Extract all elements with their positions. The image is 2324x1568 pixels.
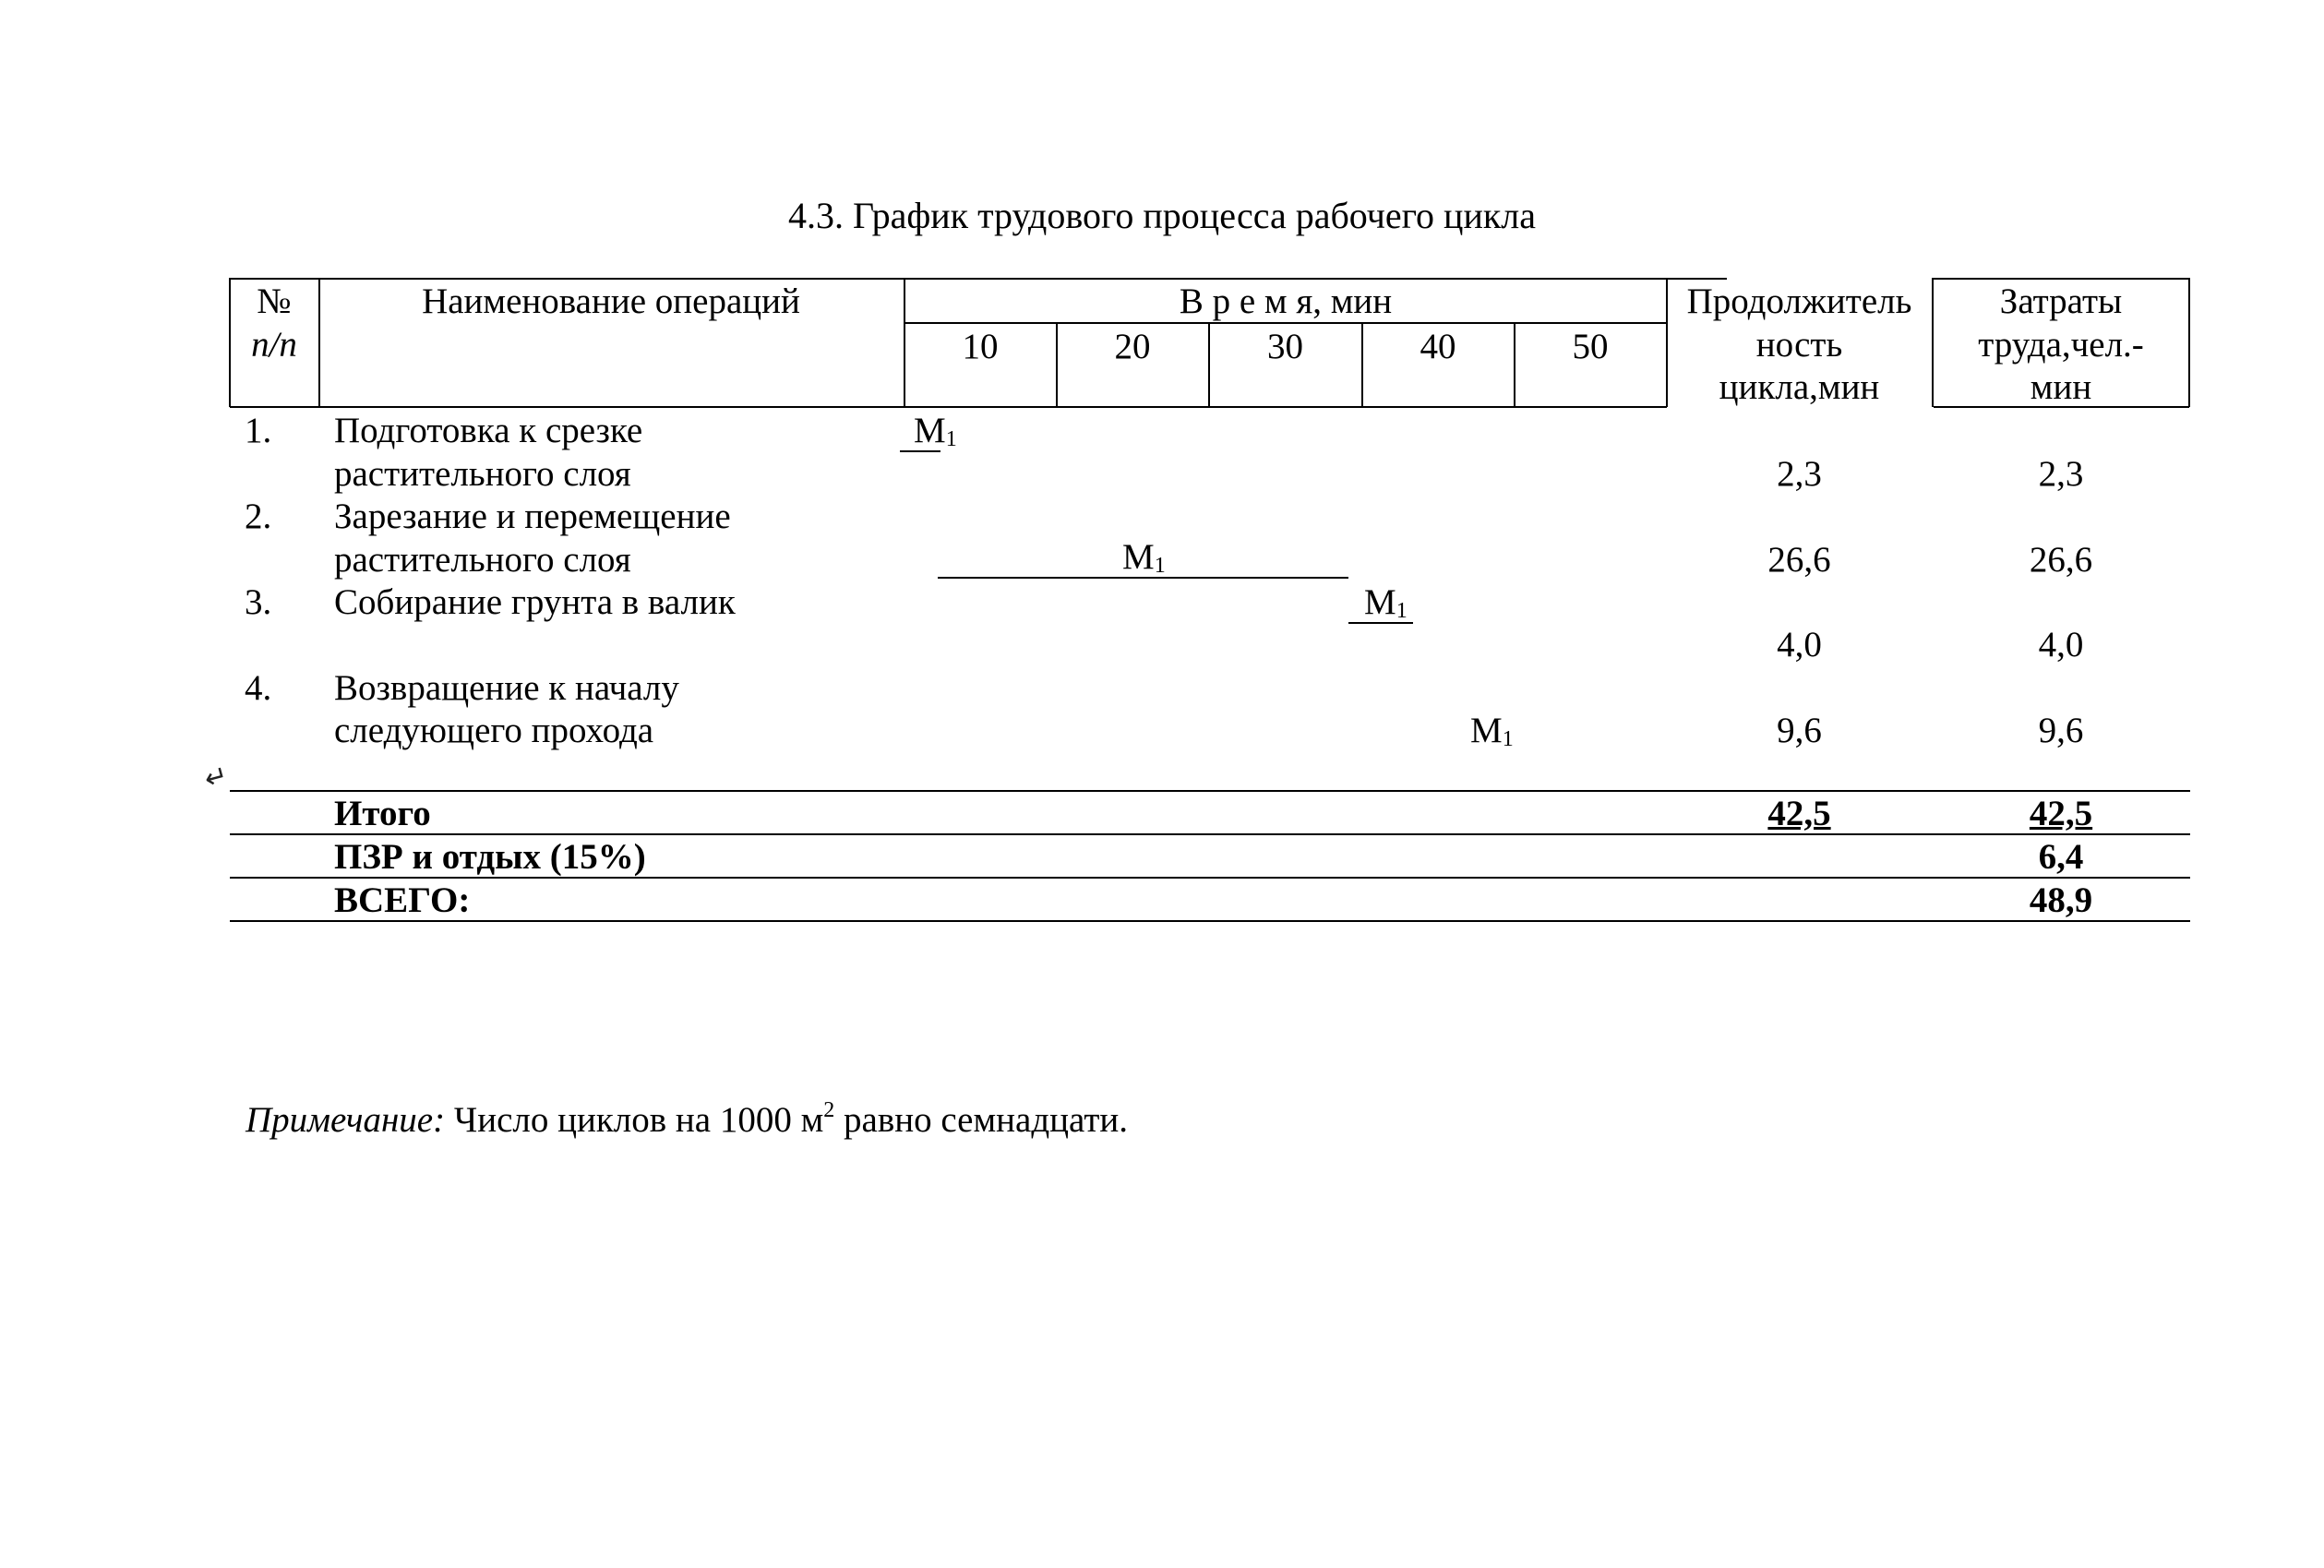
header-labor-line: Затраты (1999, 281, 2123, 321)
worker-label: $М_1$ (1122, 537, 1166, 578)
row-number: 1. (245, 411, 272, 450)
header-vline-labor-right (2188, 278, 2190, 407)
gantt-bar (1348, 622, 1413, 624)
operation-name-line: Зарезание и перемещение (334, 497, 731, 536)
header-duration-line: цикла,мин (1719, 367, 1880, 407)
footnote-superscript: 2 (823, 1098, 835, 1122)
header-number-abbrev: п/п (251, 325, 297, 365)
operation-name-line: Собирание грунта в валик (334, 582, 736, 622)
footnote-text-end: равно семнадцати. (834, 1100, 1129, 1140)
time-tick-label: 20 (1114, 327, 1151, 366)
operation-name-line: растительного слоя (334, 540, 631, 580)
header-time: В р е м я, мин (1179, 281, 1393, 321)
margin-handwritten-mark: ↵ (200, 759, 233, 796)
time-tick-label: 40 (1420, 327, 1456, 366)
time-tick-label: 10 (962, 327, 999, 366)
labor-value: 4,0 (2038, 625, 2084, 664)
row-number: 4. (245, 668, 272, 708)
duration-value: 4,0 (1777, 625, 1822, 664)
time-tick-label: 30 (1267, 327, 1303, 366)
duration-value: 26,6 (1767, 540, 1831, 580)
duration-value: 9,6 (1777, 711, 1822, 750)
row-number: 2. (245, 497, 272, 536)
summary-duration: 42,5 (1767, 794, 1831, 833)
summary-labor: 48,9 (2029, 880, 2093, 920)
summary-labor: 42,5 (2029, 794, 2093, 833)
gantt-bar (900, 450, 940, 452)
worker-label: $М_1$ (1364, 582, 1408, 623)
row-number: 3. (245, 582, 272, 622)
worker-label: $М_1$ (1470, 711, 1514, 751)
operation-name-line: Возвращение к началу (334, 668, 679, 708)
time-tick-label: 50 (1572, 327, 1609, 366)
footnote-label: Примечание: (246, 1100, 446, 1140)
page-title: 4.3. График трудового процесса рабочего цикла (787, 195, 1537, 236)
summary-label: ВСЕГО: (334, 880, 471, 920)
gantt-bar (938, 577, 1348, 579)
header-number-sign: № (257, 281, 292, 321)
operation-name-line: Подготовка к срезке (334, 411, 643, 450)
labor-value: 9,6 (2038, 711, 2084, 750)
header-labor-line: труда,чел.- (1978, 325, 2144, 365)
summary-label: Итого (334, 794, 431, 833)
header-bottom-border (230, 406, 1667, 408)
operation-name-line: растительного слоя (334, 454, 631, 494)
labor-value: 26,6 (2029, 540, 2093, 580)
summary-label: ПЗР и отдых (15%) (334, 837, 646, 877)
footnote-text: Число циклов на 1000 м (445, 1100, 824, 1140)
summary-labor: 6,4 (2038, 837, 2084, 877)
header-duration-line: ность (1755, 325, 1843, 365)
duration-value: 2,3 (1777, 454, 1822, 494)
worker-label: $М_1$ (914, 411, 957, 451)
labor-value: 2,3 (2038, 454, 2084, 494)
footnote (246, 1095, 1128, 1146)
header-operation-name: Наименование операций (422, 281, 800, 321)
header-duration-line: Продолжитель (1686, 281, 1912, 321)
summary-bottom-rule (230, 920, 2190, 922)
header-labor-line: мин (2030, 367, 2092, 407)
operation-name-line: следующего прохода (334, 711, 654, 750)
